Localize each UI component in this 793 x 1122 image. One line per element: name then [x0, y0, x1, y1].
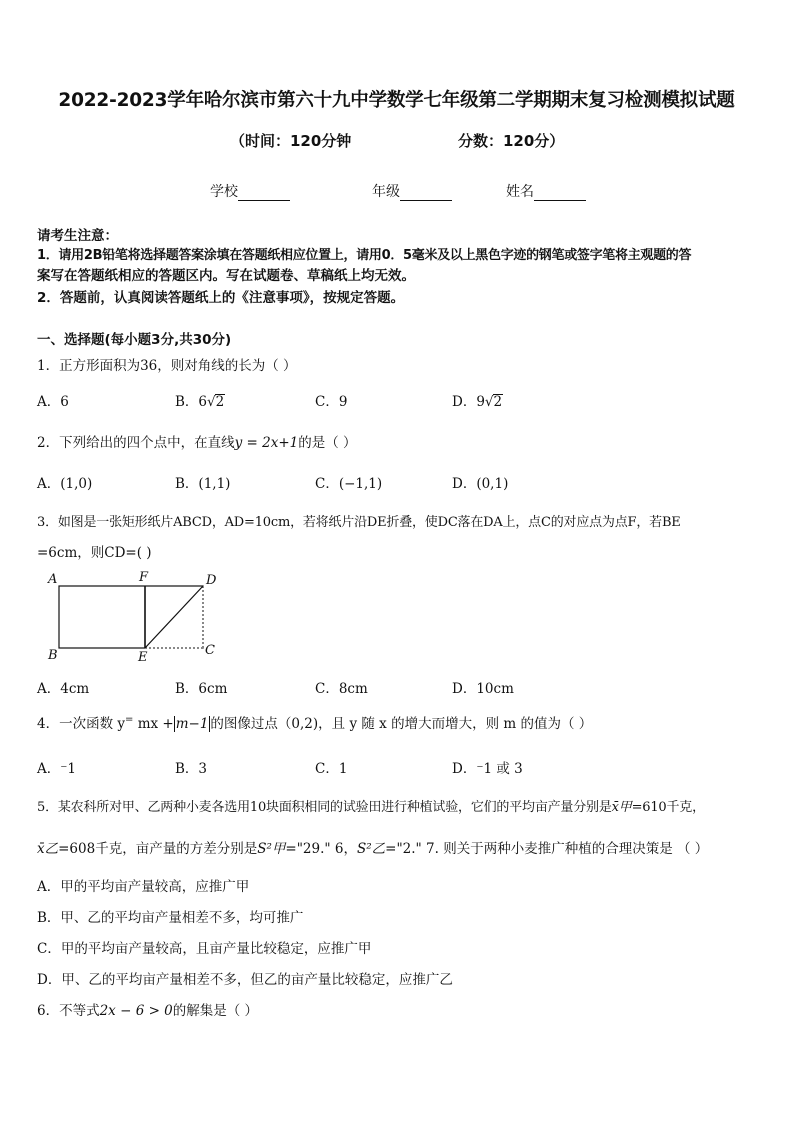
q4-option-b: B．3: [175, 761, 208, 777]
label-d: D: [206, 573, 217, 588]
section-title: 一、选择题(每小题3分,共30分): [37, 332, 232, 348]
q4-option-a: A．⁻1: [37, 761, 76, 777]
notice-title: 请考生注意：: [37, 228, 118, 244]
q1-option-d-radicand: 2: [493, 394, 503, 410]
name-field: [506, 181, 586, 201]
q4-equals: =: [125, 714, 134, 726]
q5-option-d: D．甲、乙的平均亩产量相差不多，但乙的亩产量比较稳定，应推广乙: [37, 972, 453, 988]
notice-line-3: 2．答题前，认真阅读答题纸上的《注意事项》，按规定答题。: [37, 290, 405, 306]
rectangle-abcd: [59, 586, 203, 648]
q2-option-c: [315, 472, 382, 492]
label-c: C: [205, 643, 215, 658]
q5-option-a: A．甲的平均亩产量较高，应推广甲: [37, 879, 250, 895]
q1-option-d-prefix: D．: [452, 394, 477, 410]
q1-stem: 1．正方形面积为36，则对角线的长为（ ）: [37, 358, 297, 374]
q2-stem-pre: 2．下列给出的四个点中，在直线: [37, 435, 235, 451]
q4-stem-post: 的图像过点（0,2)，且 y 随 x 的增大而增大，则 m 的值为（ ）: [210, 716, 593, 732]
q5-mean-yi: x̄乙: [37, 841, 59, 857]
q5-line2-b: ="29." 6，: [285, 841, 357, 857]
score-info: 分数：120分）: [458, 132, 565, 150]
q5-line1-post: =610千克，: [631, 800, 705, 815]
q2-option-a-value: (1,0): [60, 476, 93, 492]
q3-option-c: C．8cm: [315, 681, 368, 697]
q6-stem-post: 的解集是（ ）: [172, 1003, 259, 1019]
q6-stem: [37, 999, 258, 1019]
name-blank: [534, 186, 586, 201]
school-blank: [238, 186, 290, 201]
q6-inequality: 2x − 6 > 0: [99, 1003, 173, 1019]
notice-line-2: 案写在答题纸相应的答题区内。写在试题卷、草稿纸上均无效。: [37, 268, 415, 284]
label-b: B: [48, 648, 58, 663]
q2-option-a-prefix: A．: [37, 476, 61, 492]
rectangle-fold-figure: [40, 566, 230, 666]
q5-option-c: C．甲的平均亩产量较高，且亩产量比较稳定，应推广甲: [37, 941, 372, 957]
q2-option-a: [37, 472, 92, 492]
q5-mean-jia: x̄甲: [611, 800, 632, 815]
q5-stem-line-1: [37, 796, 705, 815]
q5-line2-a: =608千克，亩产量的方差分别是: [58, 841, 258, 857]
q2-option-c-prefix: C．: [315, 476, 339, 492]
q1-option-b-prefix: B．: [175, 394, 199, 410]
q3-stem-line-2: =6cm，则CD=( ): [37, 545, 152, 561]
q1-option-b-radicand: 2: [215, 394, 225, 410]
q6-stem-pre: 6．不等式: [37, 1003, 100, 1019]
school-field: [210, 181, 290, 201]
q4-absolute-value: m−1: [175, 716, 209, 732]
q2-stem: [37, 431, 357, 451]
q3-option-d: D．10cm: [452, 681, 514, 697]
grade-label: 年级: [372, 184, 400, 200]
q2-equation: y = 2x+1: [234, 435, 299, 451]
q1-option-b: B．6√2: [175, 394, 225, 410]
q2-option-b: [175, 472, 230, 492]
q3-stem-line-1: 3．如图是一张矩形纸片ABCD，AD=10cm，若将纸片沿DE折叠，使DC落在DA上，点C的对应点为点F，若BE: [37, 515, 681, 530]
q1-option-c: C．9: [315, 394, 348, 410]
q5-stem-line-2: [37, 837, 708, 857]
name-label: 姓名: [506, 184, 534, 200]
q1-option-d: D．9√2: [452, 394, 503, 410]
exam-title: 2022-2023学年哈尔滨市第六十九中学数学七年级第二学期期末复习检测模拟试题: [58, 90, 735, 111]
q1-option-b-coef: 6: [198, 394, 208, 410]
q1-option-a: A．6: [37, 394, 69, 410]
q2-option-d: [452, 472, 508, 492]
q3-option-a: A．4cm: [37, 681, 90, 697]
q2-option-d-value: (0,1): [476, 476, 509, 492]
label-e: E: [138, 650, 148, 665]
q4-stem-mid: mx +: [133, 716, 174, 732]
q4-option-c: C．1: [315, 761, 348, 777]
notice-line-1: 1．请用2B铅笔将选择题答案涂填在答题纸相应位置上，请用0．5毫米及以上黑色字迹的钢笔或签字笔将主观题的答: [37, 248, 692, 263]
label-f: F: [139, 570, 149, 585]
school-label: 学校: [210, 184, 238, 200]
q5-line1-pre: 5．某农科所对甲、乙两种小麦各选用10块面积相同的试验田进行种植试验，它们的平均亩产量分别是: [37, 800, 612, 815]
q2-option-c-value: (−1,1): [338, 476, 383, 492]
q5-variance-yi: S²乙: [356, 841, 386, 857]
q2-option-b-prefix: B．: [175, 476, 199, 492]
fold-line-de: [145, 586, 203, 648]
q2-option-b-value: (1,1): [198, 476, 231, 492]
grade-blank: [400, 186, 452, 201]
q2-option-d-prefix: D．: [452, 476, 477, 492]
time-info: （时间：120分钟: [230, 132, 352, 150]
q4-stem-pre: 4．一次函数 y: [37, 716, 126, 732]
label-a: A: [48, 572, 58, 587]
q4-option-d: D．⁻1 或 3: [452, 761, 523, 777]
q5-line2-c: ="2." 7. 则关于两种小麦推广种植的合理决策是 （ ）: [385, 841, 709, 857]
q3-option-b: B．6cm: [175, 681, 228, 697]
q2-stem-post: 的是（ ）: [298, 435, 357, 451]
q4-stem: [37, 712, 592, 732]
q5-option-b: B．甲、乙的平均亩产量相差不多，均可推广: [37, 910, 304, 926]
grade-field: [372, 181, 452, 201]
q1-option-d-coef: 9: [476, 394, 485, 410]
q5-variance-jia: S²甲: [257, 841, 286, 857]
